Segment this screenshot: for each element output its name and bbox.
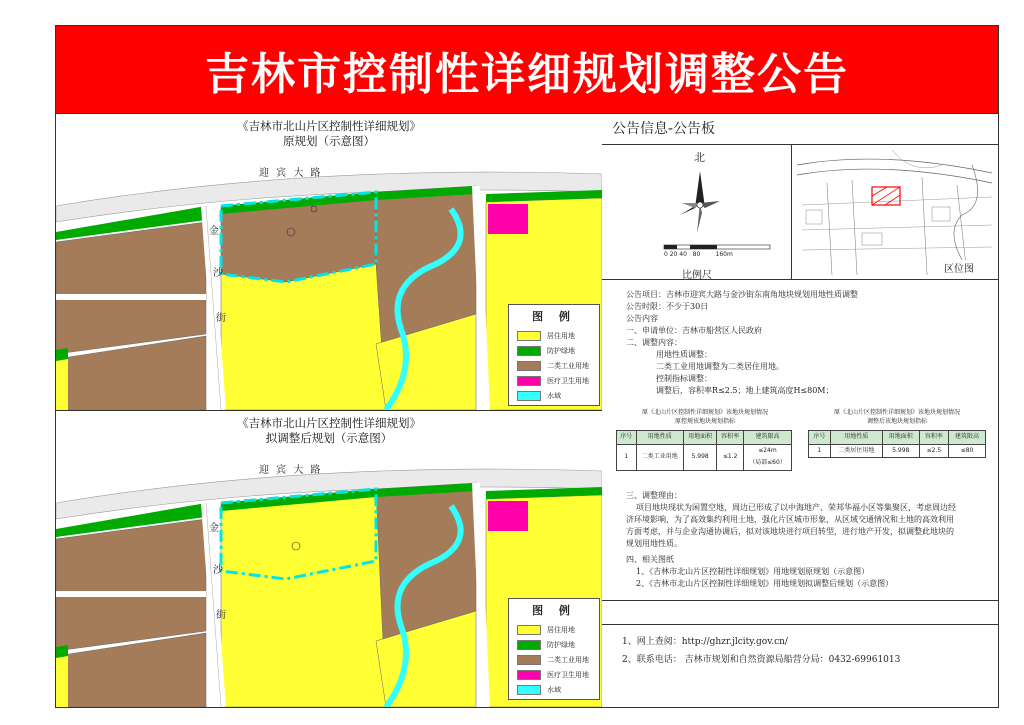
notice-reason-line: 济环境影响，为了高效集约利用土地，强化片区城市形象，从区域交通情况和土地的高效利用 <box>626 515 954 524</box>
legend-item: 二类工业用地 <box>509 652 599 667</box>
contact-phone: 2、联系电话： 吉林市规划和自然资源局船营分局：0432-69961013 <box>622 655 901 665</box>
table-before <box>616 430 792 471</box>
street-label-3: 街 <box>216 313 226 324</box>
notice-drawing-2: 2、《吉林市北山片区控制性详细规划》用地规划拟调整后规划（示意图） <box>636 579 894 588</box>
original-map-subtitle: 原规划（示意图） <box>283 134 375 148</box>
original-map-title: 《吉林市北山片区控制性详细规划》 <box>237 119 421 133</box>
notice-landuse-head: 用地性质调整： <box>656 350 712 359</box>
street-label-1: 金 <box>209 226 219 237</box>
blank-row <box>602 600 998 625</box>
notice-content <box>602 280 998 601</box>
notice-reason-line: 规划用地性质。 <box>626 539 682 548</box>
notice-applicant: 一、申请单位：吉林市船营区人民政府 <box>626 326 762 335</box>
notice-content-head: 公告内容 <box>626 314 658 323</box>
map-column <box>56 114 602 707</box>
notice-period: 公告时限：不少于30日 <box>626 302 709 311</box>
notice-reason-line: 方面考虑，并与企业沟通协调后，拟对该地块进行项目转型，进行地产开发，拟调整此地块的 <box>626 527 954 536</box>
notice-adjust-head: 二、调整内容： <box>626 338 682 347</box>
bulletin-board <box>602 114 998 707</box>
legend-item: 医疗卫生用地 <box>509 373 599 388</box>
scale-caption: 比例尺 <box>682 270 712 281</box>
table-header-row: 序号 用地性质 用地面积 容积率 建筑限高 <box>809 431 986 445</box>
legend-item: 防护绿地 <box>509 343 599 358</box>
street-label-1: 金 <box>209 523 219 534</box>
adjusted-map-subtitle: 拟调整后规划（示意图） <box>265 431 393 445</box>
legend-item: 水域 <box>509 388 599 403</box>
legend-item: 医疗卫生用地 <box>509 667 599 682</box>
north-label: 北 <box>694 151 705 164</box>
legend-title: 图 例 <box>532 604 576 617</box>
legend-item: 水域 <box>509 682 599 697</box>
notice-reason-head: 三、调整理由： <box>626 491 682 500</box>
compass-panel <box>602 145 792 280</box>
adjusted-plan-map <box>56 411 602 707</box>
street-label-2: 沙 <box>213 565 223 576</box>
street-label-2: 沙 <box>213 268 223 279</box>
location-caption: 区位图 <box>942 260 976 275</box>
announcement-frame <box>55 25 999 708</box>
original-plan-map <box>56 114 602 411</box>
notice-drawing-1: 1、《吉林市北山片区控制性详细规划》用地规划原规划（示意图） <box>636 567 870 576</box>
notice-index-head: 控制指标调整： <box>656 374 712 383</box>
table-header-row: 序号 用地性质 用地面积 容积率 建筑限高 <box>617 431 792 445</box>
table-row: 1 二类居住用地 5.998 ≤2.5 ≤80 <box>809 444 986 458</box>
legend-item: 防护绿地 <box>509 637 599 652</box>
road-label: 迎 宾 大 路 <box>259 168 323 179</box>
legend-item: 居住用地 <box>509 622 599 637</box>
adjusted-map-title: 《吉林市北山片区控制性详细规划》 <box>237 416 421 430</box>
north-arrow-icon <box>602 163 792 243</box>
page-title: 吉林市控制性详细规划调整公告 <box>56 26 998 114</box>
legend-title: 图 例 <box>532 310 576 323</box>
location-map <box>792 145 998 280</box>
contact-info <box>602 624 998 707</box>
table-before-title: 原《北山片区控制性详细规划》该地块规划情况 原控规该地块规划指标 <box>641 409 768 425</box>
notice-landuse-detail: 二类工业用地调整为二类居住用地。 <box>656 362 784 371</box>
original-map-legend <box>508 304 600 406</box>
website-link[interactable]: 1、网上查阅：http://ghzr.jlcity.gov.cn/ <box>622 637 788 647</box>
legend-item: 居住用地 <box>509 328 599 343</box>
street-label-3: 街 <box>216 610 226 621</box>
road-label: 迎 宾 大 路 <box>259 465 323 476</box>
adjusted-map-legend <box>508 598 600 700</box>
table-row: 1 二类工业用地 5.998 ≤1.2 ≤24m （局部≤60） <box>617 444 792 470</box>
notice-index-detail: 调整后，容积率R≤2.5；地上建筑高度H≤80M； <box>656 386 834 395</box>
notice-project: 公告项目：吉林市迎宾大路与金沙街东南角地块规划用地性质调整 <box>626 290 858 299</box>
table-after <box>808 430 986 458</box>
scale-ticks: 0 20 40 80 160m <box>664 251 733 258</box>
notice-reason-line: 项目地块现状为闲置空地，周边已形成了以中海地产、荣邦华福小区等集聚区，考虑周边经 <box>636 503 956 512</box>
notice-drawings-head: 四、相关图纸 <box>626 555 674 564</box>
table-after-title: 原《北山片区控制性详细规划》该地块规划情况 调整后该地块规划指标 <box>833 409 960 425</box>
board-header: 公告信息-公告板 <box>602 114 998 145</box>
legend-item: 二类工业用地 <box>509 358 599 373</box>
